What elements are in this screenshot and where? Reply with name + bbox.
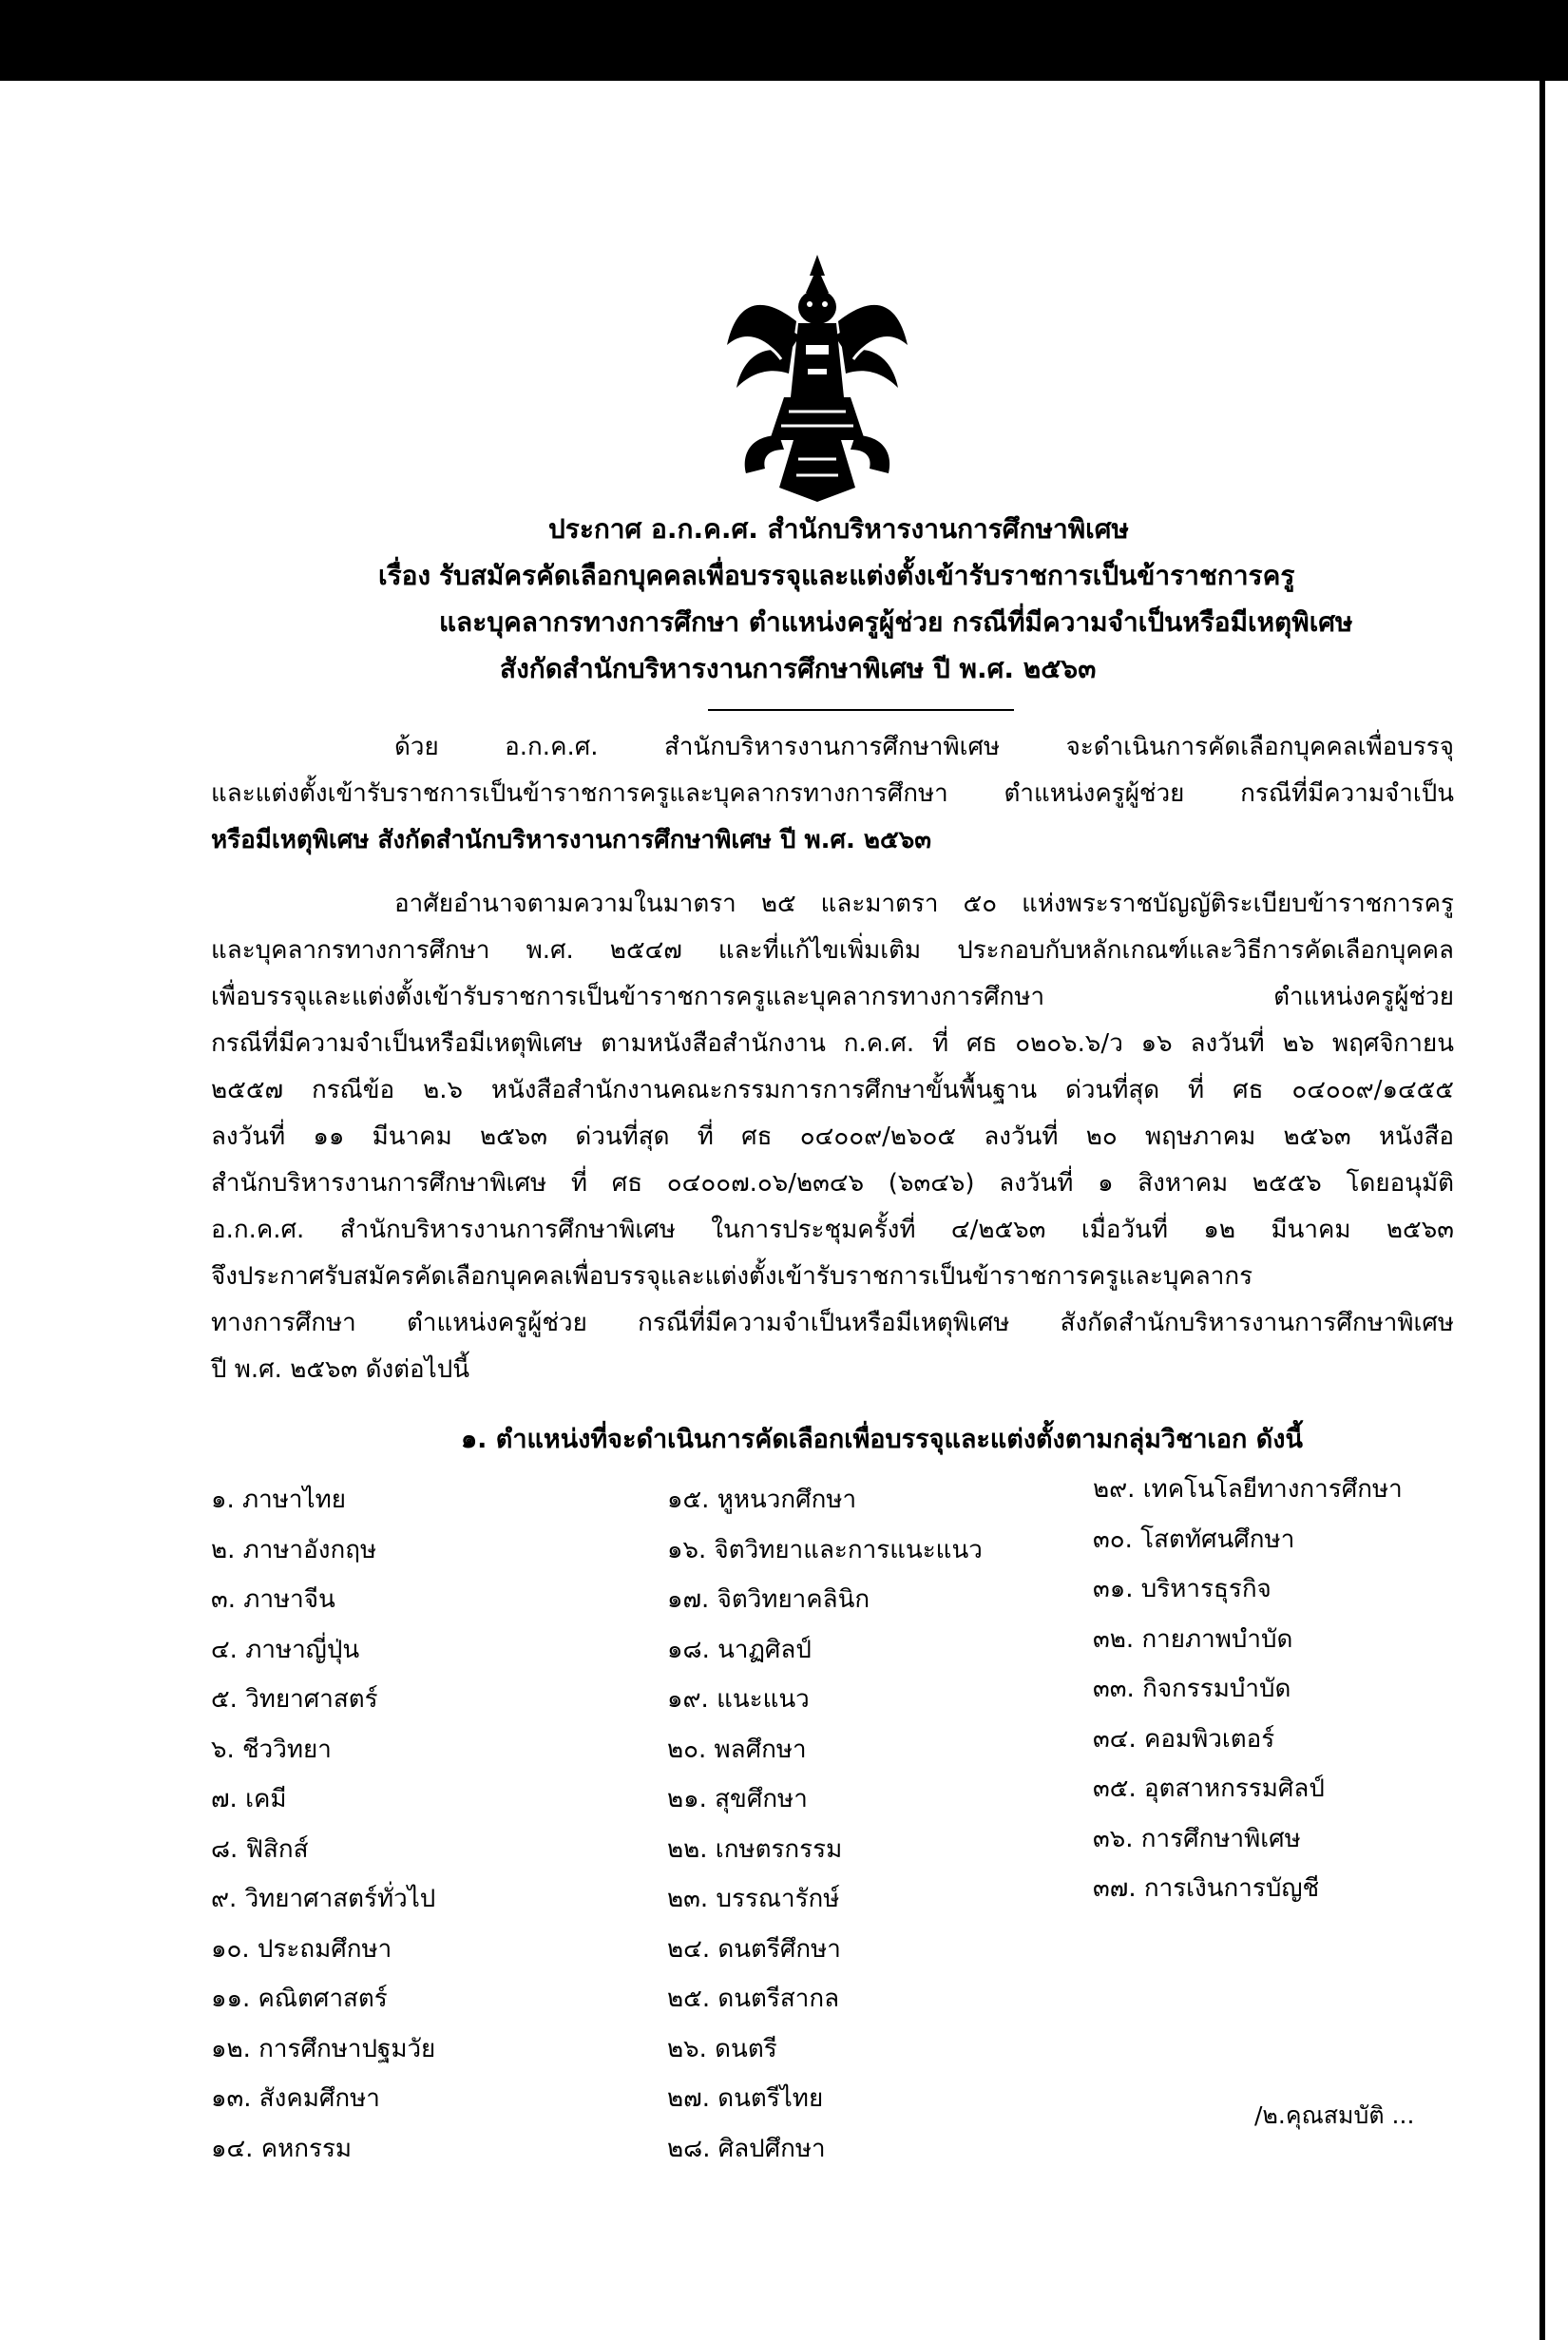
announcement-title: ประกาศ อ.ก.ค.ศ. สำนักบริหารงานการศึกษาพิเศษ	[548, 513, 1129, 545]
scan-right-border	[1539, 81, 1545, 2340]
list-item: ๙. วิทยาศาสตร์ทั่วไป	[211, 1885, 436, 1913]
paragraph1-line: และแต่งตั้งเข้ารับราชการเป็นข้าราชการครูและบุคลากรทางการศึกษา ตำแหน่งครูผู้ช่วย กรณีที่มีความจำเป็น	[211, 779, 1454, 808]
paragraph2-line: กรณีที่มีความจำเป็นหรือมีเหตุพิเศษ ตามหนังสือสำนักงาน ก.ค.ศ. ที่ ศธ ๐๒๐๖.๖/ว ๑๖ ลงวันที่ ๒๖ พฤศจิกายน	[211, 1029, 1454, 1058]
list-item: ๒๕. ดนตรีสากล	[667, 1985, 839, 2013]
scan-top-border	[0, 0, 1568, 81]
paragraph2-line: จึงประกาศรับสมัครคัดเลือกบุคคลเพื่อบรรจุและแต่งตั้งเข้ารับราชการเป็นข้าราชการครูและบุคลากร	[211, 1262, 1253, 1291]
list-item: ๒๘. ศิลปศึกษา	[667, 2134, 826, 2163]
list-item: ๒๗. ดนตรีไทย	[667, 2084, 824, 2113]
paragraph2-line: อาศัยอำนาจตามความในมาตรา ๒๕ และมาตรา ๕๐ แห่งพระราชบัญญัติระเบียบข้าราชการครู	[394, 890, 1454, 918]
subject-text: รับสมัครคัดเลือกบุคคลเพื่อบรรจุและแต่งตั้งเข้ารับราชการเป็นข้าราชการครู	[439, 560, 1295, 591]
paragraph2-line: ลงวันที่ ๑๑ มีนาคม ๒๕๖๓ ด่วนที่สุด ที่ ศธ ๐๔๐๐๙/๒๖๐๕ ลงวันที่ ๒๐ พฤษภาคม ๒๕๖๓ หนังสือ	[211, 1122, 1454, 1151]
list-item: ๑๙. แนะแนว	[667, 1685, 810, 1714]
list-item: ๓๓. กิจกรรมบำบัด	[1093, 1675, 1291, 1703]
list-item: ๘. ฟิสิกส์	[211, 1834, 309, 1864]
list-item: ๓๐. โสตทัศนศึกษา	[1093, 1525, 1295, 1554]
subject-column-3	[1093, 1465, 1403, 1914]
list-item: ๑๑. คณิตศาสตร์	[211, 1985, 388, 2013]
subject-column-1	[211, 1475, 435, 2174]
list-item: ๓๗. การเงินการบัญชี	[1093, 1874, 1320, 1903]
section1-heading: ๑. ตำแหน่งที่จะดำเนินการคัดเลือกเพื่อบรรจุและแต่งตั้งตามกลุ่มวิชาเอก ดังนี้	[461, 1425, 1303, 1454]
list-item: ๕. วิทยาศาสตร์	[211, 1685, 378, 1714]
list-item: ๒๙. เทคโนโลยีทางการศึกษา	[1093, 1475, 1403, 1504]
list-item: ๑๐. ประถมศึกษา	[211, 1934, 392, 1964]
paragraph2-line: เพื่อบรรจุและแต่งตั้งเข้ารับราชการเป็นข้าราชการครูและบุคลากรทางการศึกษา ตำแหน่งครูผู้ช่วย	[211, 983, 1454, 1011]
next-page-indicator: /๒.คุณสมบัติ ...	[1254, 2101, 1415, 2129]
subject-text-line2: และบุคลากรทางการศึกษา ตำแหน่งครูผู้ช่วย กรณีที่มีความจำเป็นหรือมีเหตุพิเศษ	[439, 606, 1353, 638]
list-item: ๖. ชีววิทยา	[211, 1735, 332, 1764]
paragraph1-line: ด้วย อ.ก.ค.ศ. สำนักบริหารงานการศึกษาพิเศษ จะดำเนินการคัดเลือกบุคคลเพื่อบรรจุ	[394, 733, 1454, 761]
paragraph2-line: สำนักบริหารงานการศึกษาพิเศษ ที่ ศธ ๐๔๐๐๗.๐๖/๒๓๔๖ (๖๓๔๖) ลงวันที่ ๑ สิงหาคม ๒๕๕๖ โดยอนุมัติ	[211, 1169, 1454, 1198]
paragraph2-line: และบุคลากรทางการศึกษา พ.ศ. ๒๕๔๗ และที่แก้ไขเพิ่มเติม ประกอบกับหลักเกณฑ์และวิธีการคัดเลือกบุคคล	[211, 936, 1454, 965]
subject-column-2	[667, 1475, 983, 2174]
list-item: ๑๕. หูหนวกศึกษา	[667, 1486, 857, 1514]
list-item: ๑๖. จิตวิทยาและการแนะแนว	[667, 1535, 983, 1564]
list-item: ๓๕. อุตสาหกรรมศิลป์	[1093, 1774, 1325, 1803]
list-item: ๑๒. การศึกษาปฐมวัย	[211, 2034, 436, 2063]
subject-label: เรื่อง	[378, 560, 431, 591]
list-item: ๓. ภาษาจีน	[211, 1585, 335, 1614]
paragraph1-line: หรือมีเหตุพิเศษ สังกัดสำนักบริหารงานการศึกษาพิเศษ ปี พ.ศ. ๒๕๖๓	[211, 826, 932, 854]
subject-text-line3: สังกัดสำนักบริหารงานการศึกษาพิเศษ ปี พ.ศ. ๒๕๖๓	[500, 653, 1097, 684]
list-item: ๒๓. บรรณารักษ์	[667, 1885, 840, 1913]
list-item: ๓๖. การศึกษาพิเศษ	[1093, 1824, 1301, 1853]
paragraph2-line: ๒๕๕๗ กรณีข้อ ๒.๖ หนังสือสำนักงานคณะกรรมการการศึกษาขั้นพื้นฐาน ด่วนที่สุด ที่ ศธ ๐๔๐๐๙/๑๔๕๕	[211, 1076, 1454, 1104]
list-item: ๒๔. ดนตรีศึกษา	[667, 1934, 841, 1964]
list-item: ๓๒. กายภาพบำบัด	[1093, 1624, 1293, 1654]
list-item: ๒๖. ดนตรี	[667, 2034, 777, 2063]
paragraph2-line: ทางการศึกษา ตำแหน่งครูผู้ช่วย กรณีที่มีความจำเป็นหรือมีเหตุพิเศษ สังกัดสำนักบริหารงานการศึกษาพิเศษ	[211, 1309, 1454, 1337]
title-divider	[708, 709, 1014, 711]
list-item: ๔. ภาษาญี่ปุ่น	[211, 1635, 360, 1664]
list-item: ๒๒. เกษตรกรรม	[667, 1834, 843, 1864]
list-item: ๒. ภาษาอังกฤษ	[211, 1535, 377, 1564]
list-item: ๓๔. คอมพิวเตอร์	[1093, 1724, 1275, 1754]
list-item: ๑. ภาษาไทย	[211, 1486, 346, 1514]
list-item: ๑๔. คหกรรม	[211, 2134, 353, 2163]
list-item: ๑๘. นาฏศิลป์	[667, 1635, 812, 1664]
garuda-emblem-icon	[722, 255, 912, 502]
paragraph2-line: ปี พ.ศ. ๒๕๖๓ ดังต่อไปนี้	[211, 1355, 469, 1384]
list-item: ๑๓. สังคมศึกษา	[211, 2084, 380, 2113]
list-item: ๗. เคมี	[211, 1785, 287, 1813]
list-item: ๒๐. พลศึกษา	[667, 1735, 807, 1764]
list-item: ๓๑. บริหารธุรกิจ	[1093, 1575, 1272, 1603]
list-item: ๒๑. สุขศึกษา	[667, 1785, 808, 1813]
paragraph2-line: อ.ก.ค.ศ. สำนักบริหารงานการศึกษาพิเศษ ในการประชุมครั้งที่ ๔/๒๕๖๓ เมื่อวันที่ ๑๒ มีนาคม ๒๕๖๓	[211, 1216, 1454, 1244]
list-item: ๑๗. จิตวิทยาคลินิก	[667, 1585, 870, 1614]
